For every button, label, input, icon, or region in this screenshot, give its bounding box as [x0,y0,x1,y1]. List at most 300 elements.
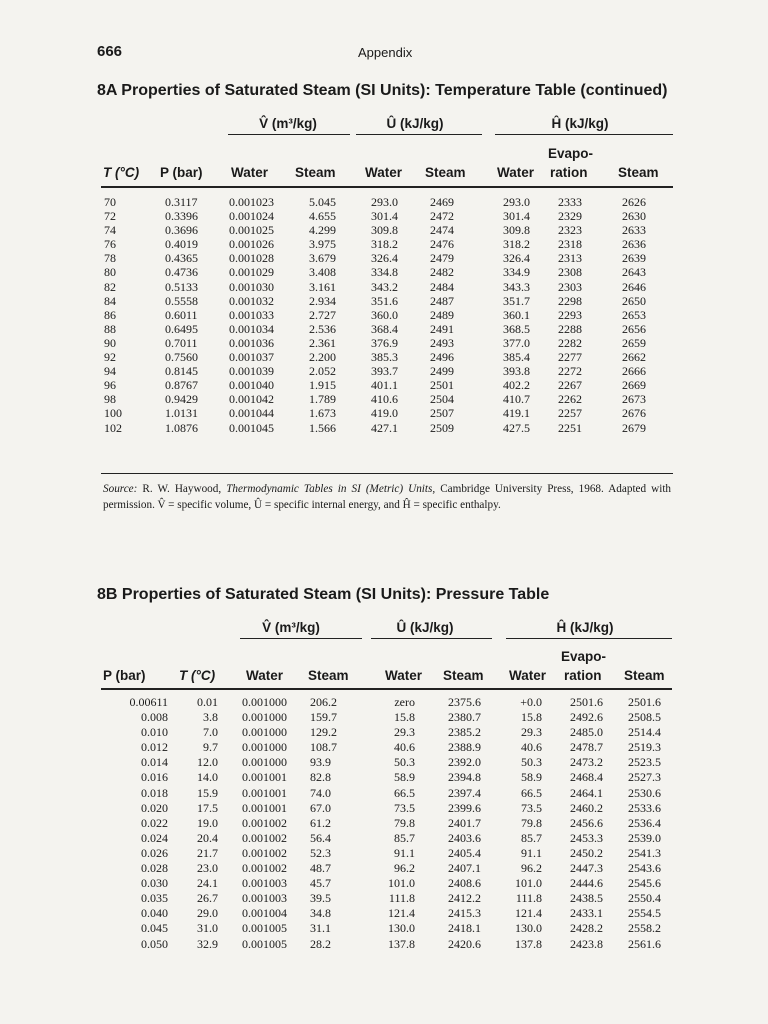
page-number: 666 [97,43,123,60]
table-cell: 0.8145 [165,364,198,379]
table-cell: 86 [104,307,116,322]
table-8a-group-rule-v [228,134,350,135]
table-cell: 20.4 [197,830,218,845]
table-cell: 101.0 [388,876,415,891]
table-cell: 40.6 [394,740,415,755]
table-cell: 90 [104,335,116,350]
table-8a-col-u-steam: Steam [425,165,466,180]
table-cell: 21.7 [197,845,218,860]
table-cell: 2501 [430,378,454,393]
table-cell: 0.001044 [229,406,274,421]
table-cell: 0.030 [141,876,168,891]
table-cell: 0.001005 [242,936,287,951]
table-8a-group-u: Û (kJ/kg) [386,116,444,131]
table-cell: 2453.3 [570,830,603,845]
table-cell: 23.0 [197,861,218,876]
table-cell: 0.001002 [242,861,287,876]
table-cell: 318.2 [371,237,398,252]
table-cell: 2318 [558,237,582,252]
table-cell: 2626 [622,195,646,209]
table-cell: 2375.6 [448,695,481,709]
table-cell: 61.2 [310,815,331,830]
table-cell: 2493 [430,335,454,350]
table-cell: 2504 [430,392,454,407]
table-cell: 2519.3 [628,740,661,755]
table-cell: 100 [104,406,122,421]
table-cell: 393.7 [371,364,398,379]
table-8a-column-v-water [229,195,274,435]
table-cell: 2639 [622,251,646,266]
table-cell: 96.2 [521,861,542,876]
table-cell: 2329 [558,209,582,224]
table-cell: 0.001000 [242,725,287,740]
table-cell: 393.8 [503,364,530,379]
table-cell: 15.8 [521,710,542,725]
table-cell: 2550.4 [628,891,661,906]
table-8a-header-rule [101,186,673,188]
table-cell: 2420.6 [448,936,481,951]
table-8b-group-rule-u [371,638,492,639]
table-cell: 1.0876 [165,420,198,435]
table-cell: 0.022 [141,815,168,830]
table-cell: 2.052 [309,364,336,379]
table-cell: 108.7 [310,740,337,755]
table-cell: 2554.5 [628,906,661,921]
table-cell: 1.789 [309,392,336,407]
table-cell: 2394.8 [448,770,481,785]
table-cell: 2473.2 [570,755,603,770]
table-8b-column-h-steam [628,695,661,952]
table-8a-column-p [165,195,198,435]
table-cell: 0.8767 [165,378,198,393]
table-cell: 137.8 [515,936,542,951]
table-8b-column-u-water [370,695,415,952]
table-cell: 76 [104,237,116,252]
table-cell: 2392.0 [448,755,481,770]
table-cell: 2408.6 [448,876,481,891]
table-cell: 29.0 [197,906,218,921]
table-8b-col-v-steam: Steam [308,668,349,683]
table-cell: 91.1 [394,845,415,860]
table-8a-col-h-evap-1: Evapo- [548,146,594,161]
table-cell: 2501.6 [628,695,661,709]
table-cell: 72 [104,209,116,224]
table-8a-col-v-steam: Steam [295,165,336,180]
table-cell: 2666 [622,364,646,379]
table-cell: 2385.2 [448,725,481,740]
table-cell: 85.7 [394,830,415,845]
table-cell: 0.016 [141,770,168,785]
table-cell: 111.8 [388,891,415,906]
table-cell: 32.9 [197,936,218,951]
table-cell: 79.8 [394,815,415,830]
table-cell: 102 [104,420,122,435]
table-cell: 0.040 [141,906,168,921]
table-cell: 2485.0 [570,725,603,740]
table-cell: 79.8 [521,815,542,830]
table-8a-col-p: P (bar) [160,165,203,180]
table-cell: 19.0 [197,815,218,830]
table-cell: 293.0 [503,195,530,209]
table-cell: 0.001032 [229,293,274,308]
table-8b-column-h-evap [570,695,603,952]
table-cell: 2646 [622,279,646,294]
table-cell: 0.001002 [242,845,287,860]
table-cell: 0.4365 [165,251,198,266]
table-8a-column-v-steam [309,195,336,435]
table-cell: 0.012 [141,740,168,755]
table-cell: 0.3396 [165,209,198,224]
table-cell: 98 [104,392,116,407]
table-cell: 0.01 [197,695,218,709]
table-8a-group-v: V̂ (m³/kg) [259,116,317,131]
table-cell: 14.0 [197,770,218,785]
table-cell: 0.001001 [242,770,287,785]
table-cell: 29.3 [521,725,542,740]
table-cell: 85.7 [521,830,542,845]
table-8a-group-h: Ĥ (kJ/kg) [551,116,609,131]
table-cell: 2.727 [309,307,336,322]
table-cell: 2308 [558,265,582,280]
table-8a-col-u-water: Water [365,165,403,180]
table-cell: 67.0 [310,800,331,815]
table-8b-column-h-water [500,695,542,952]
table-cell: 2673 [622,392,646,407]
table-8a-source-note [103,482,671,513]
table-8b-col-t: T (°C) [179,668,216,683]
table-cell: 368.5 [503,321,530,336]
table-cell: 0.001042 [229,392,274,407]
table-cell: 12.0 [197,755,218,770]
table-cell: 3.679 [309,251,336,266]
table-cell: 0.001045 [229,420,274,435]
table-8b-column-p [104,695,168,952]
table-cell: 0.028 [141,861,168,876]
table-cell: 0.001002 [242,815,287,830]
table-cell: 2474 [430,223,454,238]
table-cell: 3.408 [309,265,336,280]
table-cell: 66.5 [394,785,415,800]
table-cell: 2277 [558,350,582,365]
table-cell: 2333 [558,195,582,209]
table-cell: 326.4 [503,251,530,266]
table-8a-column-h-water [503,195,530,435]
table-8b-col-v-water: Water [246,668,284,683]
table-cell: 73.5 [521,800,542,815]
table-cell: 2527.3 [628,770,661,785]
table-cell: 351.6 [371,293,398,308]
table-cell: 2508.5 [628,710,661,725]
table-cell: 2630 [622,209,646,224]
table-cell: 0.001000 [242,710,287,725]
table-cell: 0.001003 [242,891,287,906]
table-cell: 385.3 [371,350,398,365]
table-cell: 2533.6 [628,800,661,815]
table-cell: 2.934 [309,293,336,308]
table-cell: 0.001000 [242,695,287,709]
table-8b-group-u: Û (kJ/kg) [396,620,454,635]
table-cell: 111.8 [515,891,542,906]
table-cell: 0.001026 [229,237,274,252]
table-cell: 2501.6 [570,695,603,709]
table-8b-col-h-steam: Steam [624,668,665,683]
table-8b-col-p: P (bar) [103,668,146,683]
table-cell: 2669 [622,378,646,393]
table-cell: 0.6495 [165,321,198,336]
table-cell: 5.045 [309,195,336,209]
table-cell: 0.018 [141,785,168,800]
table-cell: 2397.4 [448,785,481,800]
table-cell: 2450.2 [570,845,603,860]
table-cell: 58.9 [394,770,415,785]
table-cell: 2433.1 [570,906,603,921]
table-cell: 0.020 [141,800,168,815]
table-8b-group-rule-v [240,638,362,639]
table-cell: 2514.4 [628,725,661,740]
table-cell: 40.6 [521,740,542,755]
table-cell: 2496 [430,350,454,365]
table-8a-title: 8A Properties of Saturated Steam (SI Units): Temperature Table (continued) [97,82,668,99]
table-cell: 0.3696 [165,223,198,238]
table-cell: 96 [104,378,116,393]
table-8a-group-rule-u [356,134,482,135]
table-cell: 2.536 [309,321,336,336]
table-cell: 0.4019 [165,237,198,252]
table-cell: 2428.2 [570,921,603,936]
source-rest: Cambridge University Press, 1968. Adapted with permission. V̂ = specific volume, Û = specific internal energy, and Ĥ = specific enthalpy. [103,483,672,511]
table-cell: 2288 [558,321,582,336]
table-cell: 206.2 [310,695,337,709]
table-8b-column-u-steam [448,695,481,952]
table-cell: 2380.7 [448,710,481,725]
table-cell: 3.8 [203,710,218,725]
table-cell: 2487 [430,293,454,308]
table-cell: 343.2 [371,279,398,294]
section-title: Appendix [358,45,413,60]
table-cell: 121.4 [515,906,542,921]
table-cell: 2282 [558,335,582,350]
table-cell: 130.0 [388,921,415,936]
table-cell: 360.1 [503,307,530,322]
table-8b-group-rule-h [506,638,672,639]
table-cell: 427.1 [371,420,398,435]
table-cell: 0.4736 [165,265,198,280]
table-cell: 377.0 [503,335,530,350]
table-8a-column-h-evap [558,195,582,435]
table-cell: 0.7560 [165,350,198,365]
table-cell: 101.0 [515,876,542,891]
table-8a-col-h-evap-2: ration [550,165,588,180]
table-cell: 427.5 [503,420,530,435]
table-cell: 2267 [558,378,582,393]
table-cell: 2468.4 [570,770,603,785]
table-cell: 2676 [622,406,646,421]
table-cell: 402.2 [503,378,530,393]
table-8a-col-t: T (°C) [103,165,140,180]
table-cell: 309.8 [503,223,530,238]
table-cell: 2298 [558,293,582,308]
table-cell: 0.001040 [229,378,274,393]
table-cell: 4.655 [309,209,336,224]
table-8b-column-v-water [242,695,287,952]
table-cell: 31.1 [310,921,331,936]
table-cell: 130.0 [515,921,542,936]
table-cell: 0.001037 [229,350,274,365]
table-cell: 0.3117 [165,195,198,209]
table-cell: 0.001000 [242,755,287,770]
table-cell: 2536.4 [628,815,661,830]
table-cell: 29.3 [394,725,415,740]
source-work: Thermodynamic Tables in SI (Metric) Units, [226,483,436,495]
table-cell: 0.001029 [229,265,274,280]
table-8a-col-h-steam: Steam [618,165,659,180]
table-cell: 1.0131 [165,406,198,421]
table-cell: 2313 [558,251,582,266]
table-cell: 31.0 [197,921,218,936]
table-cell: 84 [104,293,116,308]
table-cell: 15.8 [394,710,415,725]
table-cell: 0.001000 [242,740,287,755]
table-cell: 2447.3 [570,861,603,876]
table-cell: 0.00611 [129,695,168,709]
table-8b-col-h-evap-2: ration [564,668,602,683]
table-cell: 3.161 [309,279,336,294]
table-cell: 2543.6 [628,861,661,876]
table-cell: 56.4 [310,830,331,845]
table-cell: 39.5 [310,891,331,906]
table-cell: 368.4 [371,321,398,336]
table-cell: 2545.6 [628,876,661,891]
table-cell: 0.001004 [242,906,287,921]
table-cell: 2633 [622,223,646,238]
table-cell: 301.4 [371,209,398,224]
table-cell: 301.4 [503,209,530,224]
table-cell: 48.7 [310,861,331,876]
table-cell: 159.7 [310,710,337,725]
table-cell: 343.3 [503,279,530,294]
table-cell: 0.001024 [229,209,274,224]
table-cell: 2507 [430,406,454,421]
table-cell: 2509 [430,420,454,435]
table-cell: 58.9 [521,770,542,785]
table-cell: 2407.1 [448,861,481,876]
table-8a-column-u-water [371,195,398,435]
table-8b-header-rule [101,688,672,690]
table-cell: 0.001003 [242,876,287,891]
table-cell: 7.0 [203,725,218,740]
table-cell: 2.200 [309,350,336,365]
table-cell: 1.673 [309,406,336,421]
table-cell: 4.299 [309,223,336,238]
table-cell: 309.8 [371,223,398,238]
table-cell: 88 [104,321,116,336]
table-cell: 2415.3 [448,906,481,921]
table-cell: 2303 [558,279,582,294]
table-cell: 2499 [430,364,454,379]
table-cell: 2659 [622,335,646,350]
table-cell: 0.6011 [165,307,198,322]
table-cell: 2472 [430,209,454,224]
table-cell: 2251 [558,420,582,435]
table-cell: 2484 [430,279,454,294]
table-cell: 334.8 [371,265,398,280]
table-cell: 2558.2 [628,921,661,936]
table-cell: 2257 [558,406,582,421]
table-cell: 2636 [622,237,646,252]
table-cell: 45.7 [310,876,331,891]
table-cell: 2476 [430,237,454,252]
table-8b-group-v: V̂ (m³/kg) [262,620,320,635]
table-cell: 410.7 [503,392,530,407]
table-cell: 0.001030 [229,279,274,294]
table-8b-column-t [170,695,218,952]
table-cell: 2403.6 [448,830,481,845]
table-8b-title: 8B Properties of Saturated Steam (SI Units): Pressure Table [97,586,550,603]
table-cell: 2541.3 [628,845,661,860]
table-cell: zero [394,695,415,709]
table-8a-col-h-water: Water [497,165,535,180]
table-cell: 326.4 [371,251,398,266]
table-8a-column-t [104,195,122,435]
table-cell: 351.7 [503,293,530,308]
table-cell: 24.1 [197,876,218,891]
table-cell: 94 [104,364,116,379]
table-cell: 0.008 [141,710,168,725]
table-cell: 293.0 [371,195,398,209]
table-cell: 2405.4 [448,845,481,860]
table-cell: 0.001001 [242,785,287,800]
table-cell: 401.1 [371,378,398,393]
table-cell: 28.2 [310,936,331,951]
table-cell: 0.045 [141,921,168,936]
table-cell: 93.9 [310,755,331,770]
table-cell: 2656 [622,321,646,336]
table-cell: 2444.6 [570,876,603,891]
table-cell: 73.5 [394,800,415,815]
table-cell: 2399.6 [448,800,481,815]
table-cell: 0.001039 [229,364,274,379]
table-cell: 74.0 [310,785,331,800]
table-cell: 0.001002 [242,830,287,845]
table-cell: 2530.6 [628,785,661,800]
table-cell: 419.0 [371,406,398,421]
table-cell: +0.0 [520,695,542,709]
table-8a-bottom-rule [101,473,673,474]
table-8a-column-u-steam [430,195,454,435]
table-cell: 78 [104,251,116,266]
table-cell: 50.3 [394,755,415,770]
table-cell: 2643 [622,265,646,280]
table-cell: 2456.6 [570,815,603,830]
table-cell: 80 [104,265,116,280]
table-cell: 2323 [558,223,582,238]
table-cell: 0.001036 [229,335,274,350]
table-cell: 2479 [430,251,454,266]
table-cell: 82.8 [310,770,331,785]
table-cell: 70 [104,195,116,209]
table-cell: 0.001005 [242,921,287,936]
table-cell: 0.001028 [229,251,274,266]
table-8a-col-v-water: Water [231,165,269,180]
table-cell: 318.2 [503,237,530,252]
table-cell: 2262 [558,392,582,407]
table-8b-column-v-steam [310,695,337,952]
table-cell: 2679 [622,420,646,435]
table-cell: 137.8 [388,936,415,951]
table-cell: 360.0 [371,307,398,322]
table-cell: 0.001034 [229,321,274,336]
table-cell: 1.915 [309,378,336,393]
